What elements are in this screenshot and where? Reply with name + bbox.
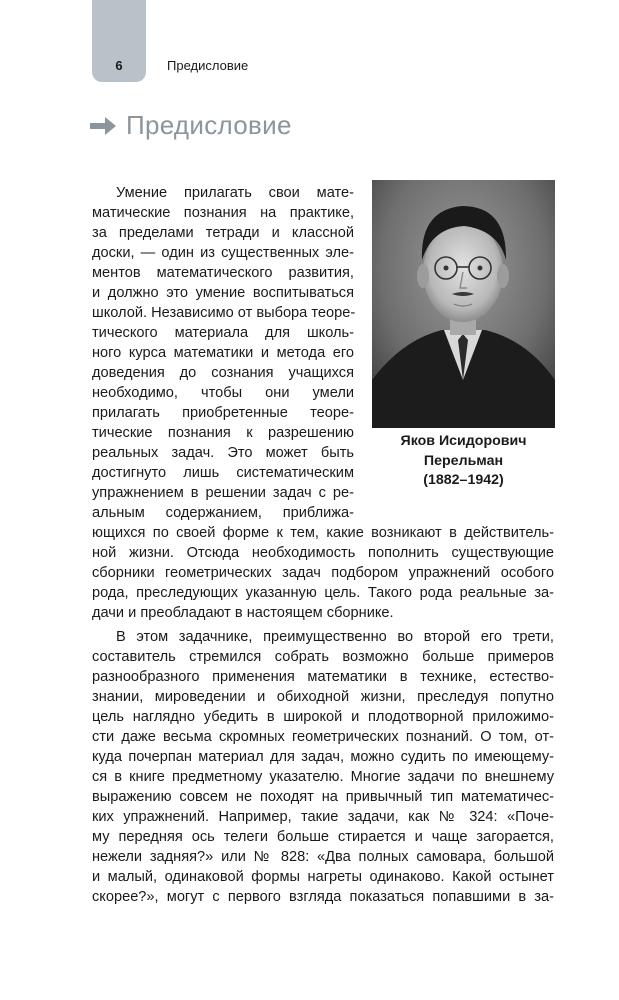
text-line: достигнуто лишь систематическим — [92, 465, 354, 481]
text-line: выражению совсем не походят на привычный тип математичес- — [92, 789, 554, 805]
text-line: доски, — один из существенных эле- — [92, 245, 354, 261]
text-line: за пределами тетради и классной — [92, 225, 354, 241]
text-line: знании, мироведении и обиходной жизни, преследуя попутно — [92, 689, 554, 705]
text-line: нежели задняя?» или № 828: «Два полных самовара, большой — [92, 849, 554, 865]
text-line: необходимо, чтобы они умели — [92, 385, 354, 401]
text-line: сти даже весьма скромных геометрических познаний. О том, от- — [92, 729, 554, 745]
text-line: и должно это умение воспитываться — [92, 285, 354, 301]
chapter-title: Предисловие — [126, 110, 292, 140]
text-line: упражнением в решении задач с ре- — [92, 485, 354, 501]
text-line: школой. Независимо от выбора теоре- — [92, 305, 356, 321]
text-line: тические познания к разрешению — [92, 425, 354, 441]
text-line: скорее?», могут с первого взгляда показаться попавшими в за- — [92, 889, 554, 905]
text-line: Умение прилагать свои мате- — [116, 185, 354, 201]
text-line: сборники геометрических задач подбором упражнений особого — [92, 565, 554, 581]
text-line: реальных задач. Это может быть — [92, 445, 354, 461]
text-line: ного курса математики и метода его — [92, 345, 354, 361]
page-number: 6 — [115, 58, 123, 73]
text-line: тического материала для школь- — [92, 325, 354, 341]
text-line: рода, преследующих указанную цель. Такого рода реальные за- — [92, 585, 554, 601]
running-head: Предисловие — [167, 58, 249, 73]
text-line: прилагать приобретенные теоре- — [92, 405, 354, 421]
text-line: дачи и преобладают в настоящем сборнике. — [92, 605, 394, 621]
text-line: и малый, одинаковой формы нагреты одинаково. Какой остынет — [92, 869, 554, 885]
text-line: куда почерпан материал для задач, можно судить по имеющему- — [92, 749, 554, 765]
text-line: составитель стремился собрать возможно больше примеров — [92, 649, 554, 665]
text-line: ющихся по своей форме к тем, какие возникают в действитель- — [92, 525, 554, 541]
text-line: ментов математического развития, — [92, 265, 354, 281]
text-line: цель наглядно убедить в широкой и плодотворной приложимо- — [92, 709, 554, 725]
caption-surname: Перельман — [423, 452, 504, 469]
text-line: ной жизни. Отсюда необходимость пополнить существующие — [92, 545, 554, 561]
text-line: ся в книге предметному указателю. Многие задачи по внешнему — [92, 769, 554, 785]
text-line: му передняя ось телеги больше стирается и чаще загорается, — [92, 829, 554, 845]
text-line: разнообразного применения математики в технике, естество- — [92, 669, 554, 685]
text-line: доведения до сознания учащихся — [92, 365, 354, 381]
text-line: В этом задачнике, преимущественно во второй его трети, — [116, 629, 554, 645]
caption-years: (1882–1942) — [423, 472, 504, 488]
text-line: матические познания на практике, — [92, 205, 354, 221]
caption-name: Яков Исидорович — [400, 433, 527, 449]
text-line: альным содержанием, приближа- — [92, 505, 354, 521]
text-line: ких упражнений. Например, такие задачи, как № 324: «Поче- — [92, 809, 554, 825]
